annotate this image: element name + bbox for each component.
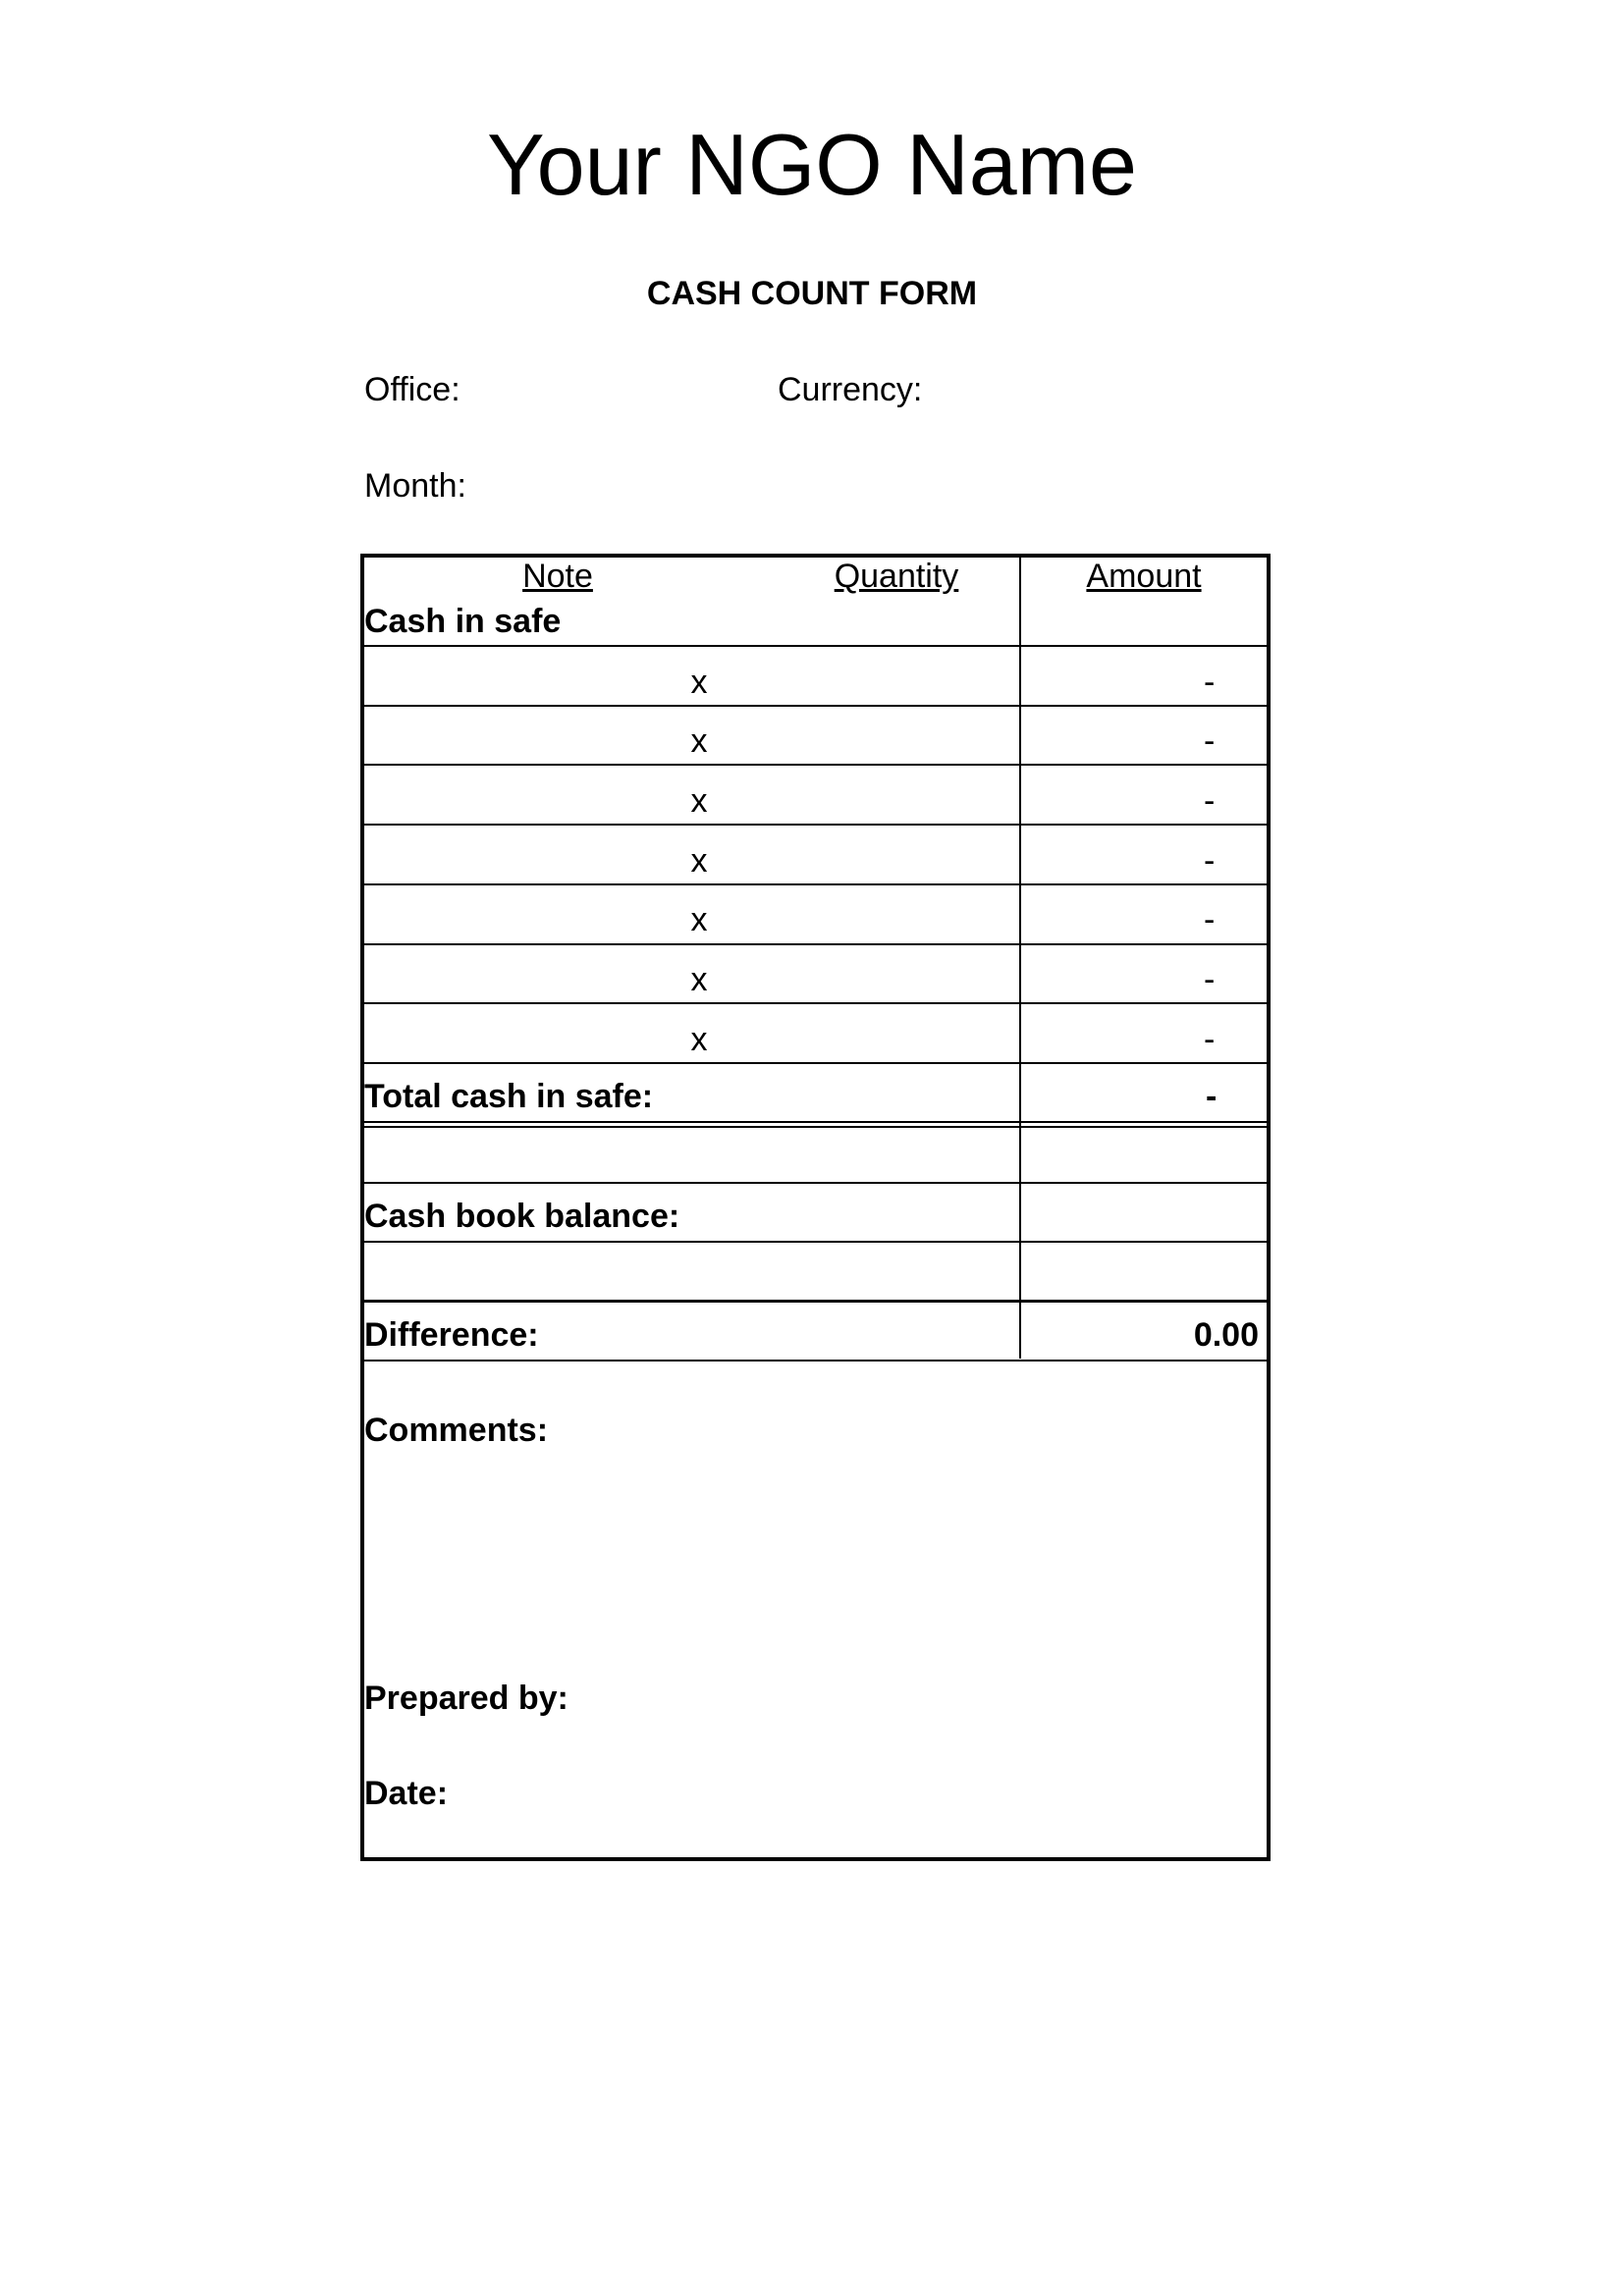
row-amount: -: [1204, 842, 1216, 880]
row-divider: [360, 1126, 1271, 1128]
row-amount: -: [1204, 782, 1216, 820]
row-divider: [360, 645, 1271, 647]
date-label: Date:: [364, 1775, 449, 1812]
row-divider: [360, 705, 1271, 707]
row-amount: -: [1204, 1021, 1216, 1058]
cash-book-balance-label: Cash book balance:: [364, 1198, 680, 1235]
row-multiplier: x: [690, 842, 708, 880]
office-label: Office:: [364, 371, 460, 408]
row-divider: [360, 1241, 1271, 1243]
total-cash-label: Total cash in safe:: [364, 1078, 654, 1115]
comments-label: Comments:: [364, 1412, 549, 1449]
amount-column-divider: [1019, 554, 1021, 1359]
org-name: Your NGO Name: [487, 116, 1137, 213]
row-amount: -: [1204, 961, 1216, 998]
row-divider: [360, 1062, 1271, 1064]
row-amount: -: [1204, 901, 1216, 938]
row-divider: [360, 1300, 1271, 1303]
section-cash-in-safe: Cash in safe: [364, 603, 562, 640]
difference-value: 0.00: [1193, 1316, 1259, 1354]
form-title: CASH COUNT FORM: [646, 275, 978, 312]
row-amount: -: [1204, 722, 1216, 760]
row-multiplier: x: [690, 664, 708, 701]
row-divider: [360, 943, 1271, 945]
row-divider: [360, 1002, 1271, 1004]
row-divider: [360, 1182, 1271, 1184]
header-note: Note: [522, 558, 593, 595]
row-multiplier: x: [690, 722, 708, 760]
difference-label: Difference:: [364, 1316, 539, 1354]
row-divider: [360, 1121, 1271, 1123]
currency-label: Currency:: [778, 371, 923, 408]
total-cash-value: -: [1206, 1078, 1218, 1115]
month-label: Month:: [364, 467, 466, 505]
row-divider: [360, 764, 1271, 766]
row-multiplier: x: [690, 901, 708, 938]
row-divider: [360, 1360, 1271, 1362]
row-multiplier: x: [690, 782, 708, 820]
header-amount: Amount: [1086, 558, 1202, 595]
row-multiplier: x: [690, 1021, 708, 1058]
row-amount: -: [1204, 664, 1216, 701]
row-divider: [360, 824, 1271, 826]
row-divider: [360, 883, 1271, 885]
header-quantity: Quantity: [834, 558, 959, 595]
prepared-by-label: Prepared by:: [364, 1680, 568, 1717]
row-multiplier: x: [690, 961, 708, 998]
